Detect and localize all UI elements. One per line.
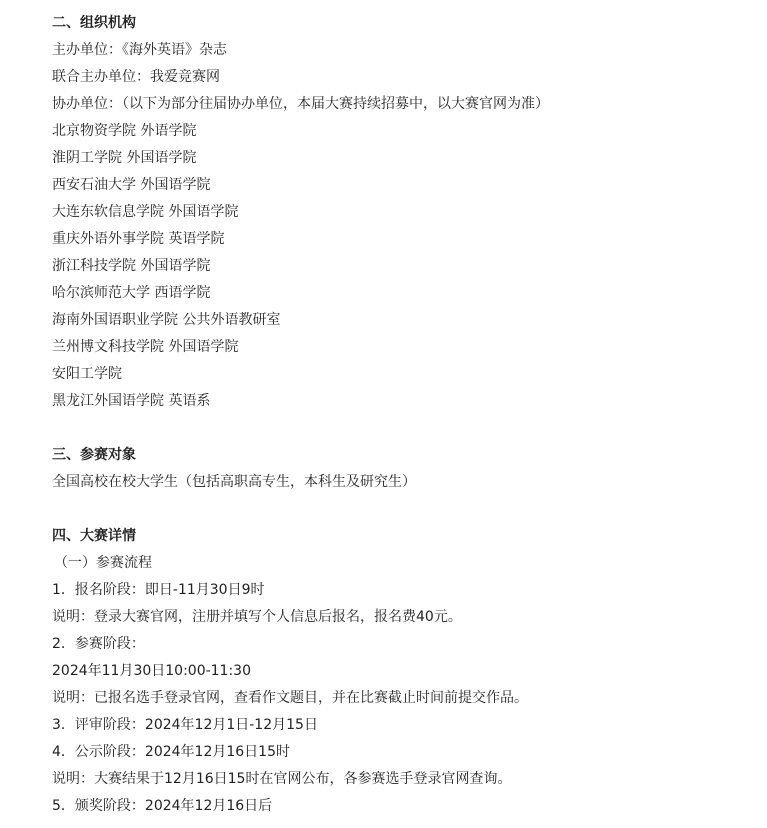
section-heading-organization: 二、组织机构 xyxy=(52,15,136,31)
assist-unit-item: 北京物资学院 外语学院 xyxy=(52,123,197,139)
assist-unit-item: 西安石油大学 外国语学院 xyxy=(52,177,211,193)
section-heading-details: 四、大赛详情 xyxy=(52,528,136,544)
spacer xyxy=(52,415,752,442)
assist-units-intro: 协办单位：（以下为部分往届协办单位，本届大赛持续招募中，以大赛官网为准） xyxy=(52,96,549,112)
stage-review: 3．评审阶段：2024年12月1日-12月15日 xyxy=(52,717,318,733)
section-heading-participants: 三、参赛对象 xyxy=(52,447,136,463)
co-host-unit: 联合主办单位：我爱竞赛网 xyxy=(52,69,220,85)
assist-unit-item: 兰州博文科技学院 外国语学院 xyxy=(52,339,239,355)
assist-unit-item: 海南外国语职业学院 公共外语教研室 xyxy=(52,312,281,328)
stage-competition: 2．参赛阶段： xyxy=(52,636,145,652)
stage-announcement-note: 说明：大赛结果于12月16日15时在官网公布，各参赛选手登录官网查询。 xyxy=(52,771,512,787)
assist-unit-item: 重庆外语外事学院 英语学院 xyxy=(52,231,225,247)
assist-unit-item: 大连东软信息学院 外国语学院 xyxy=(52,204,239,220)
assist-unit-item: 浙江科技学院 外国语学院 xyxy=(52,258,211,274)
host-unit: 主办单位：《海外英语》杂志 xyxy=(52,42,227,58)
stage-competition-time: 2024年11月30日10:00-11:30 xyxy=(52,663,252,679)
spacer xyxy=(52,496,752,523)
participants-text: 全国高校在校大学生（包括高职高专生，本科生及研究生） xyxy=(52,474,416,490)
assist-unit-item: 安阳工学院 xyxy=(52,366,122,382)
stage-registration-note: 说明：登录大赛官网，注册并填写个人信息后报名，报名费40元。 xyxy=(52,609,462,625)
subsection-heading-process: （一）参赛流程 xyxy=(54,555,152,571)
stage-registration: 1．报名阶段：即日-11月30日9时 xyxy=(52,582,265,598)
assist-unit-item: 淮阴工学院 外国语学院 xyxy=(52,150,197,166)
stage-awards: 5．颁奖阶段：2024年12月16日后 xyxy=(52,798,273,814)
assist-unit-item: 黑龙江外国语学院 英语系 xyxy=(52,393,211,409)
assist-unit-item: 哈尔滨师范大学 西语学院 xyxy=(52,285,211,301)
stage-announcement: 4．公示阶段：2024年12月16日15时 xyxy=(52,744,290,760)
stage-competition-note: 说明：已报名选手登录官网，查看作文题目，并在比赛截止时间前提交作品。 xyxy=(52,690,528,706)
document-body xyxy=(52,10,752,820)
